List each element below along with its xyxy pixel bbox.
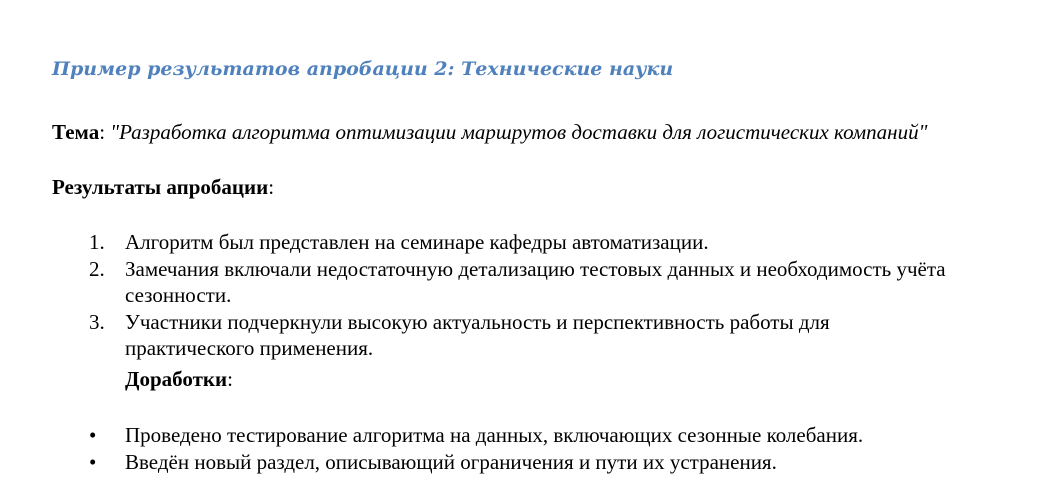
list-item-text: Участники подчеркнули высокую актуальность и перспективность работы для практического применения.: [125, 309, 830, 360]
list-item: [0, 309, 955, 362]
rework-label: Доработки: [125, 367, 228, 391]
bullet-marker: •: [89, 450, 97, 474]
bullet-marker: •: [89, 423, 97, 447]
rework-bullet-list: [0, 422, 1043, 476]
list-item: [0, 229, 955, 256]
list-number: 3.: [89, 309, 105, 334]
results-colon: :: [268, 175, 275, 199]
list-number: 2.: [89, 256, 105, 281]
list-item-text: Проведено тестирование алгоритма на данных, включающих сезонные колебания.: [125, 423, 864, 447]
results-heading: [52, 174, 274, 200]
list-item: [0, 449, 1043, 476]
list-item-text: Введён новый раздел, описывающий ограничения и пути их устранения.: [125, 450, 777, 474]
topic-paragraph: [52, 119, 992, 145]
topic-label: Тема: [52, 120, 100, 144]
document-heading: Пример результатов апробации 2: Технические науки: [52, 58, 674, 80]
list-item-text: Замечания включали недостаточную детализацию тестовых данных и необходимость учёта сезонности.: [125, 256, 946, 307]
list-item-text: Алгоритм был представлен на семинаре кафедры автоматизации.: [125, 230, 709, 254]
list-item: [0, 256, 955, 309]
list-number: 1.: [89, 230, 105, 254]
results-numbered-list: [0, 229, 1043, 362]
topic-value: "Разработка алгоритма оптимизации маршрутов доставки для логистических компаний": [110, 120, 928, 144]
topic-separator: :: [99, 120, 111, 144]
list-item: [0, 422, 1043, 449]
rework-colon: :: [227, 367, 233, 391]
rework-heading: [125, 366, 233, 392]
results-label: Результаты апробации: [52, 175, 269, 199]
